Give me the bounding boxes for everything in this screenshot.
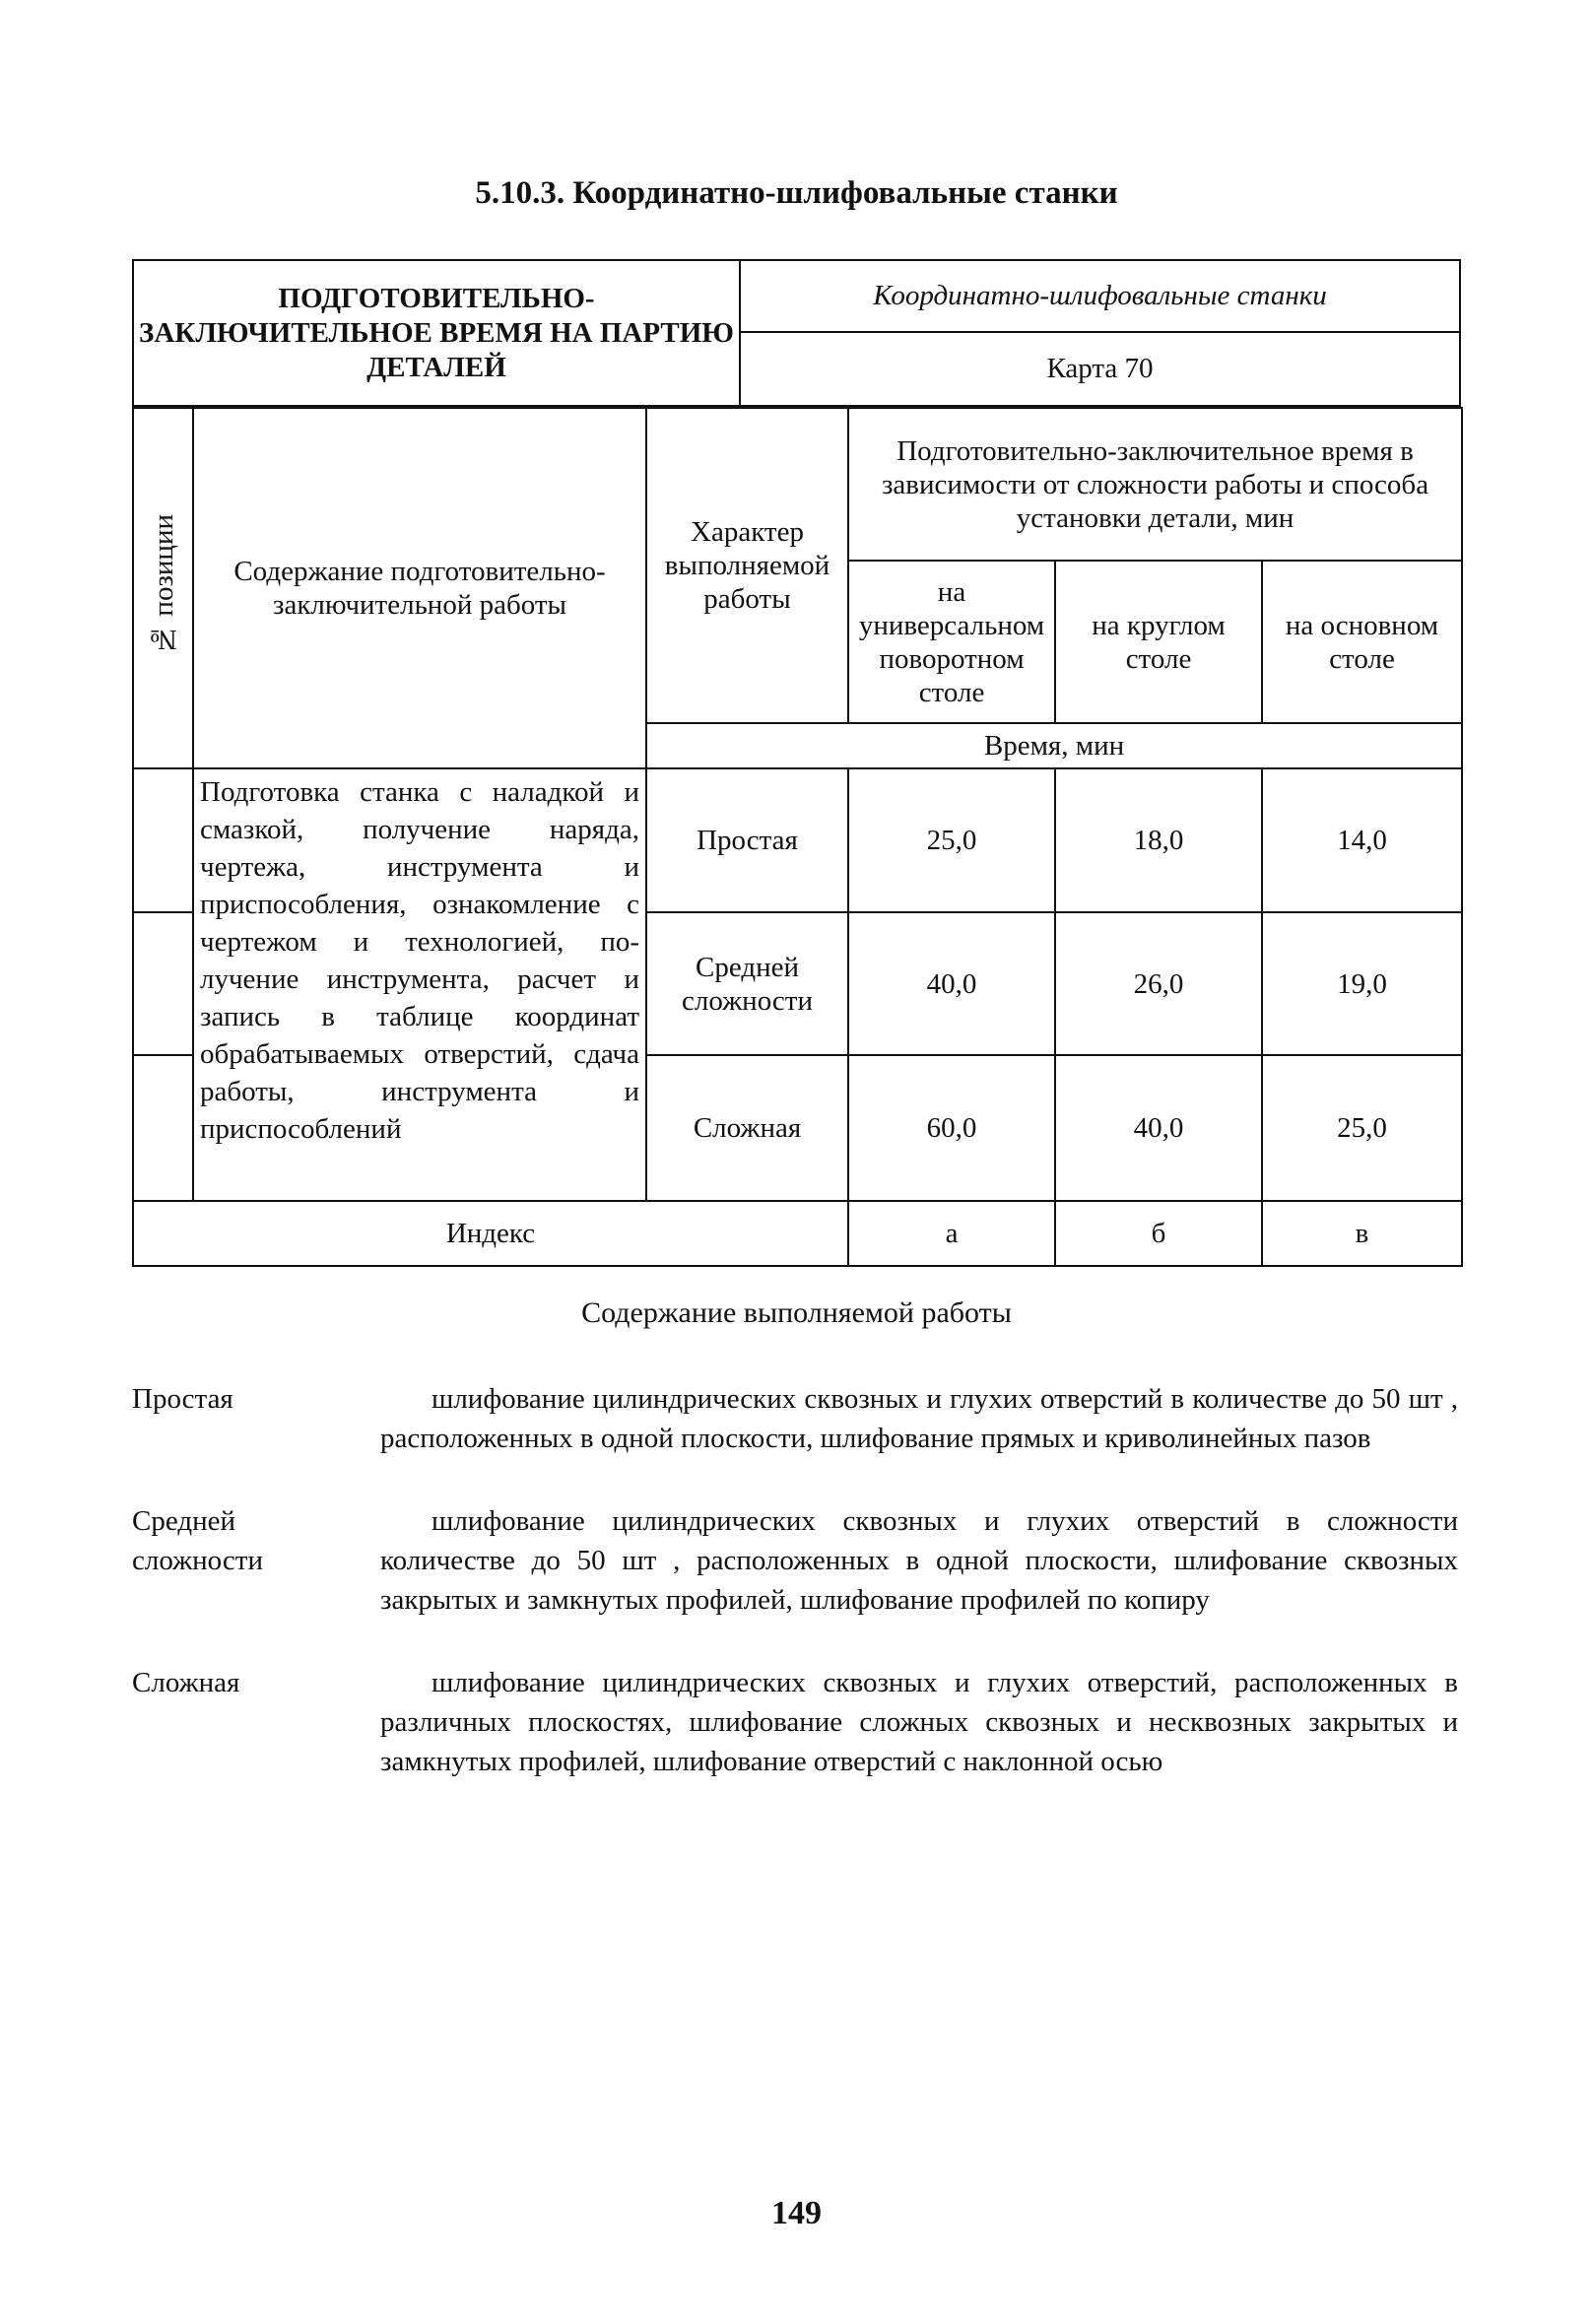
value-cell: 19,0 <box>1262 912 1462 1055</box>
character-cell: Простая <box>646 768 848 912</box>
subcol-main-table: на основном столе <box>1262 561 1462 723</box>
description-text-simple: шлифование цилиндрических сквозных и глухих отверстий в количестве до 50 шт , расположенных в одной плоскости, шлифование прямых и криволинейных пазов <box>380 1383 1458 1454</box>
index-label: Индекс <box>133 1201 848 1266</box>
time-norms-table <box>132 407 1463 1267</box>
index-value: в <box>1262 1201 1462 1266</box>
value-cell: 25,0 <box>848 768 1055 912</box>
col-position-header <box>133 408 193 768</box>
table-row <box>133 768 1462 912</box>
card-header <box>132 259 1461 407</box>
index-value: а <box>848 1201 1055 1266</box>
position-cell <box>133 912 193 1055</box>
description-label-medium: Средней сложности <box>132 1505 263 1576</box>
value-cell: 40,0 <box>1055 1055 1262 1201</box>
index-value: б <box>1055 1201 1262 1266</box>
page-number: 149 <box>771 2195 822 2231</box>
header-machine-type: Координатно-шлифовальные станки <box>741 261 1459 333</box>
character-cell: Средней сложности <box>646 912 848 1055</box>
value-cell: 60,0 <box>848 1055 1055 1201</box>
col-content-header: Содержание подготовительно-заключительной работы <box>193 408 646 768</box>
work-content-cell: Подготовка станка с наладкой и смазкой, получение наряда, чертежа, инструмента и приспособления, ознакомление с чертежом и технологией, по- лучение инструмента, расчет и запись в таблице координат обрабатываемых отверстий, сдача работы, инструмента и приспособлений <box>193 768 646 1201</box>
position-header-label: № позиции <box>147 513 179 655</box>
value-cell: 18,0 <box>1055 768 1262 912</box>
value-cell: 40,0 <box>848 912 1055 1055</box>
subcol-round-table: на круглом столе <box>1055 561 1262 723</box>
value-cell: 26,0 <box>1055 912 1262 1055</box>
time-unit-row: Время, мин <box>646 723 1462 768</box>
character-cell: Сложная <box>646 1055 848 1201</box>
index-row <box>133 1201 1462 1266</box>
header-left-title: ПОДГОТОВИТЕЛЬНО-ЗАКЛЮЧИТЕЛЬНОЕ ВРЕМЯ НА ПАРТИЮ ДЕТАЛЕЙ <box>134 261 741 405</box>
description-label-simple: Простая <box>132 1383 233 1415</box>
position-cell <box>133 1055 193 1201</box>
col-time-group-header: Подготовительно-заключительное время в зависимости от сложности работы и способа установки детали, мин <box>848 408 1462 561</box>
value-cell: 14,0 <box>1262 768 1462 912</box>
header-card-number: Карта 70 <box>1046 353 1154 384</box>
section-title: 5.10.3. Координатно-шлифовальные станки <box>475 175 1118 211</box>
col-character-header: Характер выполняемой работы <box>646 408 848 723</box>
description-label-complex: Сложная <box>132 1667 240 1698</box>
description-text-medium: шлифование цилиндрических сквозных и глухих отверстий в сложности количестве до 50 шт , расположенных в одной плоскости, шлифование сквозных закрытых и замкнутых профилей, шлифование профилей по копиру <box>380 1505 1458 1616</box>
description-title: Содержание выполняемой работы <box>581 1296 1012 1329</box>
description-text-complex: шлифование цилиндрических сквозных и глухих отверстий, расположенных в различных плоскостях, шлифование сложных сквозных и несквозных закрытых и замкнутых профилей, шлифование отверстий с наклонной осью <box>380 1667 1458 1777</box>
value-cell: 25,0 <box>1262 1055 1462 1201</box>
subcol-universal-table: на универсальном поворотном столе <box>848 561 1055 723</box>
position-cell <box>133 768 193 912</box>
